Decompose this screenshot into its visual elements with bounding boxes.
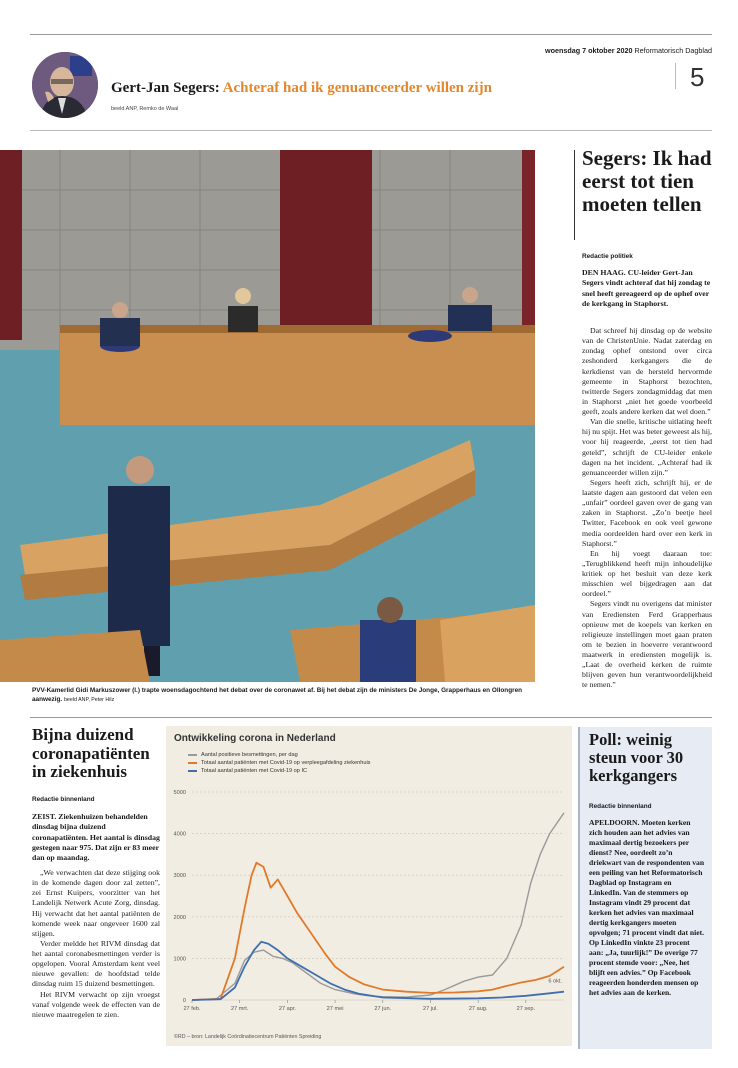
parliament-photo: [0, 150, 535, 682]
corona-paragraph: „We verwachten dat deze stijging ook in de komende dagen door zal zetten”, zei Ernst Kuipers, voorzitter van het Landelijk Netwerk Acute Zorg, dinsdag. Hij verwacht dat het aantal patiënten de komende week naar ongeveer 1600 zal stijgen.: [32, 868, 160, 938]
legend-label: Aantal positieve besmettingen, per dag: [201, 752, 298, 758]
topline-text: Achteraf had ik genuanceerder willen zijn: [222, 80, 492, 96]
legend-item-besmettingen: [188, 751, 370, 759]
legend-label: Totaal aantal patiënten met Covid-19 op verpleegafdeling ziekenhuis: [201, 760, 371, 767]
masthead-date: woensdag 7 oktober 2020: [545, 46, 633, 55]
main-paragraph: Dat schreef hij dinsdag op de website van de ChristenUnie. Nadat zaterdag en zondag ophef ontstond over circa zeshonderd kerkgangers die de kerkdienst van de hersteld hervormde gemeente in Staphorst bezochten, twitterde Segers zondagmiddag dat men in Staphorst „niet het goede voorbeeld geeft, zoals andere kerken dat wel doen.”: [582, 326, 712, 416]
y-tick-label: 4000: [173, 831, 186, 838]
page-number-separator: [675, 63, 676, 89]
chart-annotation-date: 6 okt.: [548, 978, 562, 985]
x-tick-label: 27 jul.: [422, 1006, 438, 1012]
poll-text: APELDOORN. Moeten kerken zich houden aan het advies van maximaal dertig bezoekers per dienst? Nee, oordeelt zo’n driekwart van de respondenten van een peiling van het Reformatorisch Dagblad op Instagram en LinkedIn. Van de stemmers op Instagram vindt 29 procent dat kerken het advies van maximaal dertig kerkgangers moeten opvolgen; 71 procent vindt dat niet. Op LinkedIn vinkte 23 procent aan: „Ja, tuurlijk!” De overige 77 procent stemde voor: „Nee, het blijft een advies.” Op Facebook reageerden honderden mensen op het advies aan de kerken.: [589, 818, 705, 998]
x-tick-label: 27 mei: [326, 1006, 344, 1012]
topline-credit: beeld ANP, Remko de Waal: [111, 106, 179, 112]
x-tick-label: 27 jun.: [374, 1006, 392, 1012]
y-tick-label: 5000: [173, 790, 186, 796]
main-headline: Segers: Ik had eerst tot tien moeten tellen: [582, 146, 712, 217]
chart-source: ©RD – bron: Landelijk Coördinatiecentrum Patiënten Spreiding: [174, 1034, 322, 1040]
masthead-paper: Reformatorisch Dagblad: [634, 46, 712, 55]
main-paragraph: En hij voegt daaraan toe: „Terugblikkend heeft mijn inhoudelijke kritiek op het besluit van deze kerk misschien wel bijgedragen aan dat oordeel.”: [582, 548, 712, 599]
photo-caption: [32, 686, 537, 705]
topline-quote: [111, 80, 492, 97]
legend-item-ic: [188, 767, 370, 775]
y-tick-label: 3000: [173, 873, 186, 880]
poll-byline: Redactie binnenland: [589, 803, 652, 810]
photo-caption-credit: beeld ANP, Peter Hilz: [63, 697, 115, 704]
x-tick-label: 27 aug.: [468, 1006, 488, 1012]
chart-title: Ontwikkeling corona in Nederland: [174, 733, 336, 744]
x-tick-label: 27 sep.: [516, 1006, 536, 1012]
masthead: [540, 46, 712, 55]
chart-legend: [188, 751, 370, 775]
page-number: 5: [690, 62, 705, 92]
main-paragraph: Segers vindt nu overigens dat minister van Erediensten Ferd Grapperhaus opnieuw met de koepels van kerken en religieuze instellingen moet gaan praten om te bezien in hoeverre verantwoord maatwerk in erediensten mogelijk is. „Laat de overheid kerken de ruimte blijven geven hun verantwoordelijkheid te nemen.”: [582, 599, 712, 690]
poll-headline: Poll: weinig steun voor 30 kerkgangers: [589, 730, 684, 786]
series-line-verpleegafdeling: [192, 863, 564, 1000]
section-rule: [30, 717, 712, 718]
corona-article-body: [32, 868, 160, 1020]
corona-lead: ZEIST. Ziekenhuizen behandelden dinsdag bijna duizend coronapatiënten. Het aantal is dinsdag gestegen naar 975. Dat zijn er 83 meer dan op maandag.: [32, 812, 160, 863]
main-paragraph: Segers heeft zich, schrijft hij, er de laatste dagen aan gestoord dat velen een „unfair” oordeel gaven over de gang van zaken in Staphorst. „Zo’n beetje heel Twitter, Facebook en ook veel gewone media oordeelden hard over een kerk in Staphorst.”: [582, 477, 712, 548]
x-tick-label: 27 apr.: [278, 1006, 296, 1012]
y-tick-label: 2000: [173, 914, 186, 921]
top-rule: [30, 34, 712, 35]
segers-avatar: [32, 52, 98, 118]
photo-caption-text: PVV-Kamerlid Gidi Markuszower (l.) trapte woensdagochtend het debat over de coronawet af. Bij het debat zijn de ministers De Jonge, Grapperhaus en Ollongren aanwezig.: [32, 687, 523, 704]
corona-headline: Bijna duizend coronapatiënten in ziekenhuis: [32, 725, 150, 782]
y-tick-label: 0: [182, 998, 186, 1004]
corona-paragraph: Verder meldde het RIVM dinsdag dat het aantal coronabesmettingen verder is opgelopen. Vooral Amsterdam kent veel nieuwe gevallen: de hoofdstad telde dinsdag ruim 15 duizend besmettingen.: [32, 938, 160, 989]
x-tick-label: 27 mrt.: [230, 1006, 249, 1012]
topline-rule: [30, 130, 712, 131]
y-tick-label: 1000: [173, 956, 186, 963]
series-line-besmettingen: [192, 813, 564, 1000]
corona-byline: Redactie binnenland: [32, 796, 95, 803]
series-line-ic: [192, 942, 564, 1000]
legend-label: Totaal aantal patiënten met Covid-19 op IC: [201, 768, 308, 775]
main-paragraph: Van die snelle, kritische uitlating heeft hij nu spijt. Het was beter geweest als hij, voor hij reageerde, „eerst tot tien had geteld”, schrijft de CU-leider enkele dagen na het incident. „Achteraf had ik genuanceerder willen zijn.”: [582, 417, 712, 477]
main-lead: DEN HAAG. CU-leider Gert-Jan Segers vindt achteraf dat hij zondag te snel heeft gereageerd op de ophef over de kerkgang in Staphorst.: [582, 268, 711, 308]
corona-paragraph: Het RIVM verwacht op zijn vroegst vanaf volgende week de effecten van de nieuwe maatregelen te zien.: [32, 989, 160, 1019]
legend-item-verpleeg: [188, 759, 370, 767]
headline-side-rule: [574, 150, 575, 240]
corona-line-chart: [166, 780, 572, 1032]
main-article-body: [582, 326, 712, 691]
x-tick-label: 27 feb.: [183, 1006, 201, 1012]
main-byline: Redactie politiek: [582, 253, 633, 260]
topline-name: Gert-Jan Segers:: [111, 80, 220, 96]
